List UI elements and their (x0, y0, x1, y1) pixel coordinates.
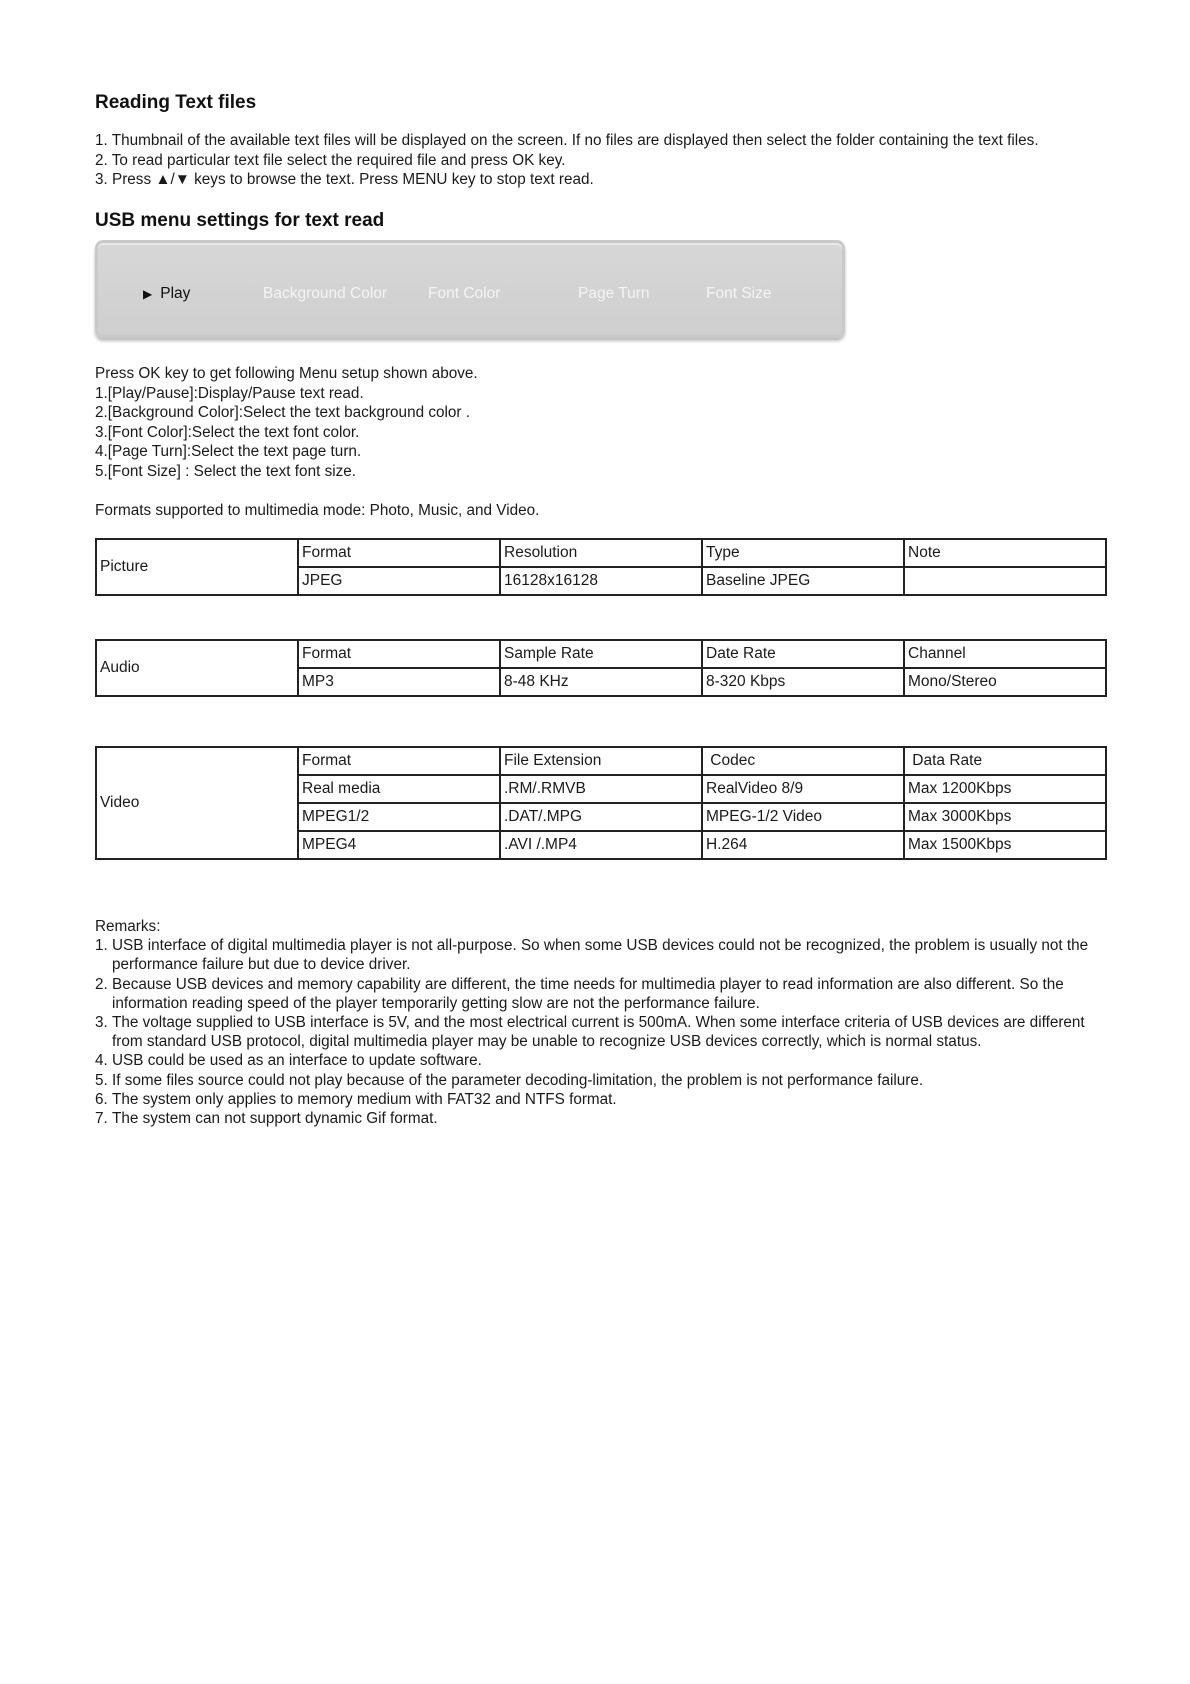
table-cell: .AVI /.MP4 (500, 831, 702, 859)
step-line: 2. To read particular text file select the required file and press OK key. (95, 151, 566, 169)
play-icon: ▶ (143, 287, 153, 301)
table-cell (904, 567, 1106, 595)
section-title-reading-text: Reading Text files (95, 92, 257, 113)
note-line: 4.[Page Turn]:Select the text page turn. (95, 443, 362, 460)
table-cell: 8-320 Kbps (702, 668, 904, 696)
table-cell: Mono/Stereo (904, 668, 1106, 696)
table-cell: Max 3000Kbps (904, 803, 1106, 831)
step-line: 1. Thumbnail of the available text files will be displayed on the screen. If no files are displayed then select the folder containing the text files. (95, 132, 1039, 149)
picture-format-table (95, 538, 1107, 596)
menu-notes (95, 364, 539, 520)
remarks-section (95, 917, 1105, 1128)
table-header: Format (298, 640, 500, 668)
table-cell: H.264 (702, 831, 904, 859)
table-cell: Max 1500Kbps (904, 831, 1106, 859)
remark-item: 1. USB interface of digital multimedia player is not all-purpose. So when some USB devices could not be recognized, the problem is usually not the performance failure but due to device driver. (112, 936, 1105, 974)
remark-item: 3. The voltage supplied to USB interface is 5V, and the most electrical current is 500mA. When some interface criteria of USB devices are different from standard USB protocol, digital multimedia player may be unable to recognize USB devices correctly, which is normal status. (112, 1013, 1105, 1051)
table-cell: JPEG (298, 567, 500, 595)
table-cell: Baseline JPEG (702, 567, 904, 595)
table-header: Note (904, 539, 1106, 567)
remark-item: 2. Because USB devices and memory capability are different, the time needs for multimedia player to read information are also different. So the information reading speed of the player temporarily getting slow are not the performance failure. (112, 975, 1105, 1013)
table-label: Video (96, 747, 298, 859)
menu-item-label: Play (160, 285, 191, 302)
table-header: File Extension (500, 747, 702, 775)
menu-item-font-size[interactable]: Font Size (706, 285, 772, 302)
table-header: Resolution (500, 539, 702, 567)
table-cell: Max 1200Kbps (904, 775, 1106, 803)
note-line: 3.[Font Color]:Select the text font color. (95, 423, 360, 441)
menu-item-background-color[interactable]: Background Color (263, 285, 388, 302)
remark-item: 6. The system only applies to memory medium with FAT32 and NTFS format. (112, 1090, 1105, 1109)
note-line: 2.[Background Color]:Select the text background color . (95, 404, 470, 421)
table-cell: RealVideo 8/9 (702, 775, 904, 803)
video-format-table (95, 746, 1107, 860)
table-header: Format (298, 539, 500, 567)
table-cell: MP3 (298, 668, 500, 696)
table-cell: .RM/.RMVB (500, 775, 702, 803)
menu-item-font-color[interactable]: Font Color (428, 285, 501, 302)
section-title-usb-menu: USB menu settings for text read (95, 210, 385, 231)
reading-steps (95, 131, 1039, 190)
table-header: Date Rate (702, 640, 904, 668)
note-line: 5.[Font Size] : Select the text font size. (95, 462, 357, 480)
note-line: 1.[Play/Pause]:Display/Pause text read. (95, 384, 364, 402)
table-label: Picture (96, 539, 298, 595)
note-line: Press OK key to get following Menu setup shown above. (95, 365, 478, 382)
table-label: Audio (96, 640, 298, 696)
table-header: Format (298, 747, 500, 775)
table-cell: .DAT/.MPG (500, 803, 702, 831)
table-cell: 8-48 KHz (500, 668, 702, 696)
audio-format-table (95, 639, 1107, 697)
table-cell: MPEG1/2 (298, 803, 500, 831)
table-header: Sample Rate (500, 640, 702, 668)
step-line: 3. Press ▲/▼ keys to browse the text. Press MENU key to stop text read. (95, 171, 594, 188)
table-cell: MPEG-1/2 Video (702, 803, 904, 831)
table-header: Type (702, 539, 904, 567)
remark-item: 7. The system can not support dynamic Gif format. (112, 1109, 1105, 1128)
remark-item: 4. USB could be used as an interface to update software. (112, 1051, 1105, 1070)
table-header: Channel (904, 640, 1106, 668)
table-header: Data Rate (904, 747, 1106, 775)
table-cell: Real media (298, 775, 500, 803)
usb-menu-bar (95, 240, 845, 338)
menu-item-play[interactable] (143, 285, 190, 303)
table-cell: MPEG4 (298, 831, 500, 859)
table-cell: 16128x16128 (500, 567, 702, 595)
remarks-title: Remarks: (95, 918, 161, 935)
menu-item-page-turn[interactable]: Page Turn (578, 285, 650, 302)
remark-item: 5. If some files source could not play because of the parameter decoding-limitation, the problem is not performance failure. (112, 1071, 1105, 1090)
formats-intro: Formats supported to multimedia mode: Photo, Music, and Video. (95, 501, 540, 519)
table-header: Codec (702, 747, 904, 775)
